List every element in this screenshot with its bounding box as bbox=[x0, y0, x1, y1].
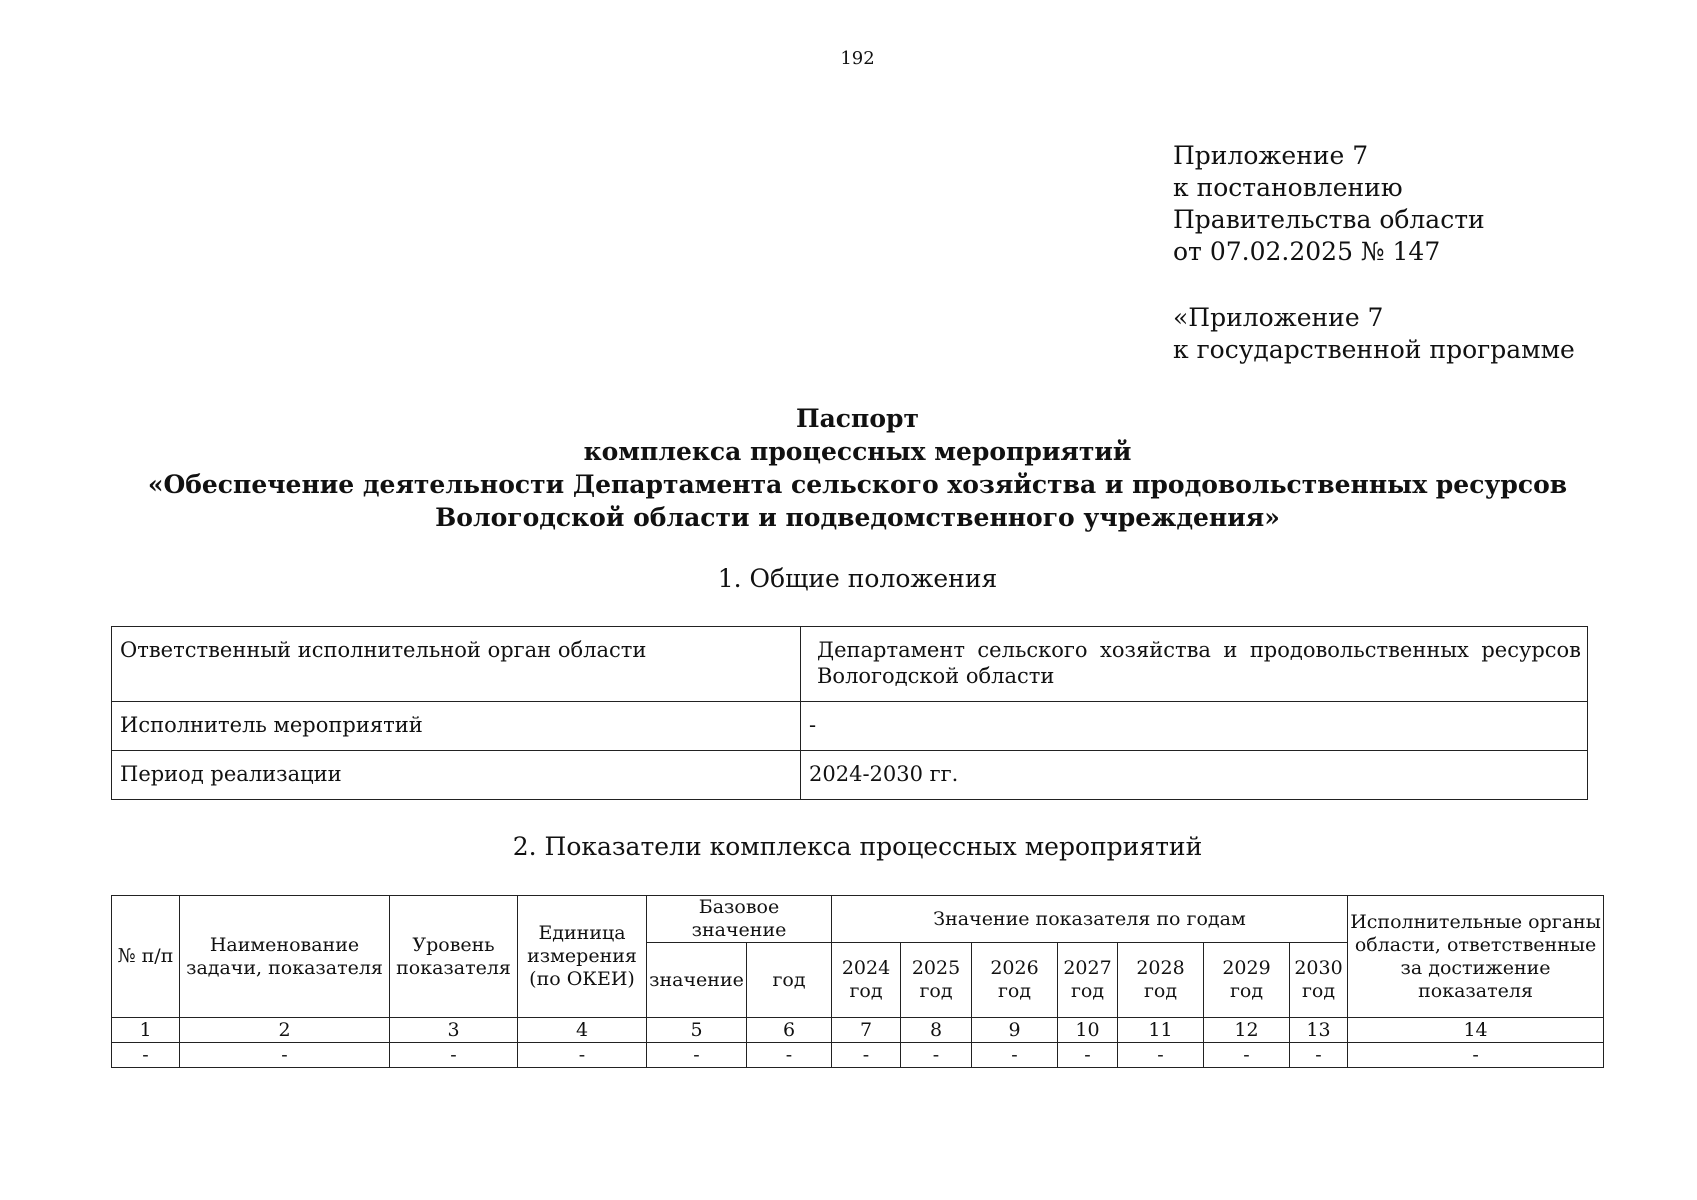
header-base-year: год bbox=[747, 943, 832, 1018]
row-value: - bbox=[801, 702, 1588, 751]
appendix-block bbox=[1173, 140, 1575, 366]
appendix-line: «Приложение 7 bbox=[1173, 303, 1384, 332]
page-number: 192 bbox=[840, 48, 875, 69]
row-label: Исполнитель мероприятий bbox=[112, 702, 801, 751]
column-number: 14 bbox=[1348, 1018, 1604, 1043]
table-row bbox=[112, 1043, 1604, 1068]
data-cell: - bbox=[1058, 1043, 1118, 1068]
appendix-line: от 07.02.2025 № 147 bbox=[1173, 237, 1441, 266]
column-number: 5 bbox=[647, 1018, 747, 1043]
column-number: 4 bbox=[518, 1018, 647, 1043]
row-label: Ответственный исполнительной орган области bbox=[112, 627, 801, 702]
data-cell: - bbox=[390, 1043, 518, 1068]
column-number: 13 bbox=[1290, 1018, 1348, 1043]
document-title bbox=[0, 402, 1697, 534]
column-number: 1 bbox=[112, 1018, 180, 1043]
data-cell: - bbox=[1348, 1043, 1604, 1068]
data-cell: - bbox=[1118, 1043, 1204, 1068]
header-by-years: Значение показателя по годам bbox=[832, 896, 1348, 943]
header-name: Наименование задачи, показателя bbox=[180, 896, 390, 1018]
column-number: 9 bbox=[972, 1018, 1058, 1043]
data-cell: - bbox=[112, 1043, 180, 1068]
header-year-2028: 2028 год bbox=[1118, 943, 1204, 1018]
header-year-2030: 2030 год bbox=[1290, 943, 1348, 1018]
data-cell: - bbox=[972, 1043, 1058, 1068]
title-line: Паспорт bbox=[796, 404, 919, 433]
column-number: 6 bbox=[747, 1018, 832, 1043]
column-number: 7 bbox=[832, 1018, 901, 1043]
column-number: 3 bbox=[390, 1018, 518, 1043]
section-1-title: 1. Общие положения bbox=[717, 564, 998, 593]
title-line: комплекса процессных мероприятий bbox=[583, 437, 1132, 466]
data-cell: - bbox=[901, 1043, 972, 1068]
column-number: 10 bbox=[1058, 1018, 1118, 1043]
header-year-2025: 2025 год bbox=[901, 943, 972, 1018]
header-executors: Исполнительные органы области, ответственные за достижение показателя bbox=[1348, 896, 1604, 1018]
general-provisions-table bbox=[111, 626, 1588, 800]
header-year-2029: 2029 год bbox=[1204, 943, 1290, 1018]
appendix-line: к постановлению bbox=[1173, 173, 1403, 202]
column-number: 12 bbox=[1204, 1018, 1290, 1043]
data-cell: - bbox=[747, 1043, 832, 1068]
row-value: Департамент сельского хозяйства и продовольственных ресурсов Вологодской области bbox=[801, 627, 1588, 702]
row-label: Период реализации bbox=[112, 751, 801, 800]
column-number: 11 bbox=[1118, 1018, 1204, 1043]
data-cell: - bbox=[1290, 1043, 1348, 1068]
data-cell: - bbox=[180, 1043, 390, 1068]
section-2-title: 2. Показатели комплекса процессных мероприятий bbox=[512, 832, 1203, 861]
header-no: № п/п bbox=[112, 896, 180, 1018]
table-row bbox=[112, 627, 1588, 702]
column-number: 8 bbox=[901, 1018, 972, 1043]
header-row bbox=[112, 896, 1604, 943]
header-base: Базовое значение bbox=[647, 896, 832, 943]
appendix-gap bbox=[1173, 268, 1575, 302]
indicators-table bbox=[111, 895, 1604, 1068]
data-cell: - bbox=[518, 1043, 647, 1068]
data-cell: - bbox=[1204, 1043, 1290, 1068]
appendix-line: к государственной программе bbox=[1173, 335, 1575, 364]
header-level: Уровень показателя bbox=[390, 896, 518, 1018]
title-line: «Обеспечение деятельности Департамента сельского хозяйства и продовольственных ресурсов bbox=[147, 470, 1568, 499]
appendix-line: Правительства области bbox=[1173, 205, 1485, 234]
column-number: 2 bbox=[180, 1018, 390, 1043]
header-base-value: значение bbox=[647, 943, 747, 1018]
appendix-line: Приложение 7 bbox=[1173, 141, 1369, 170]
title-line: Вологодской области и подведомственного учреждения» bbox=[435, 503, 1280, 532]
table-row bbox=[112, 751, 1588, 800]
header-year-2024: 2024 год bbox=[832, 943, 901, 1018]
header-unit: Единица измерения (по ОКЕИ) bbox=[518, 896, 647, 1018]
column-numbers-row bbox=[112, 1018, 1604, 1043]
row-value: 2024-2030 гг. bbox=[801, 751, 1588, 800]
data-cell: - bbox=[832, 1043, 901, 1068]
header-year-2026: 2026 год bbox=[972, 943, 1058, 1018]
data-cell: - bbox=[647, 1043, 747, 1068]
header-year-2027: 2027 год bbox=[1058, 943, 1118, 1018]
table-row bbox=[112, 702, 1588, 751]
